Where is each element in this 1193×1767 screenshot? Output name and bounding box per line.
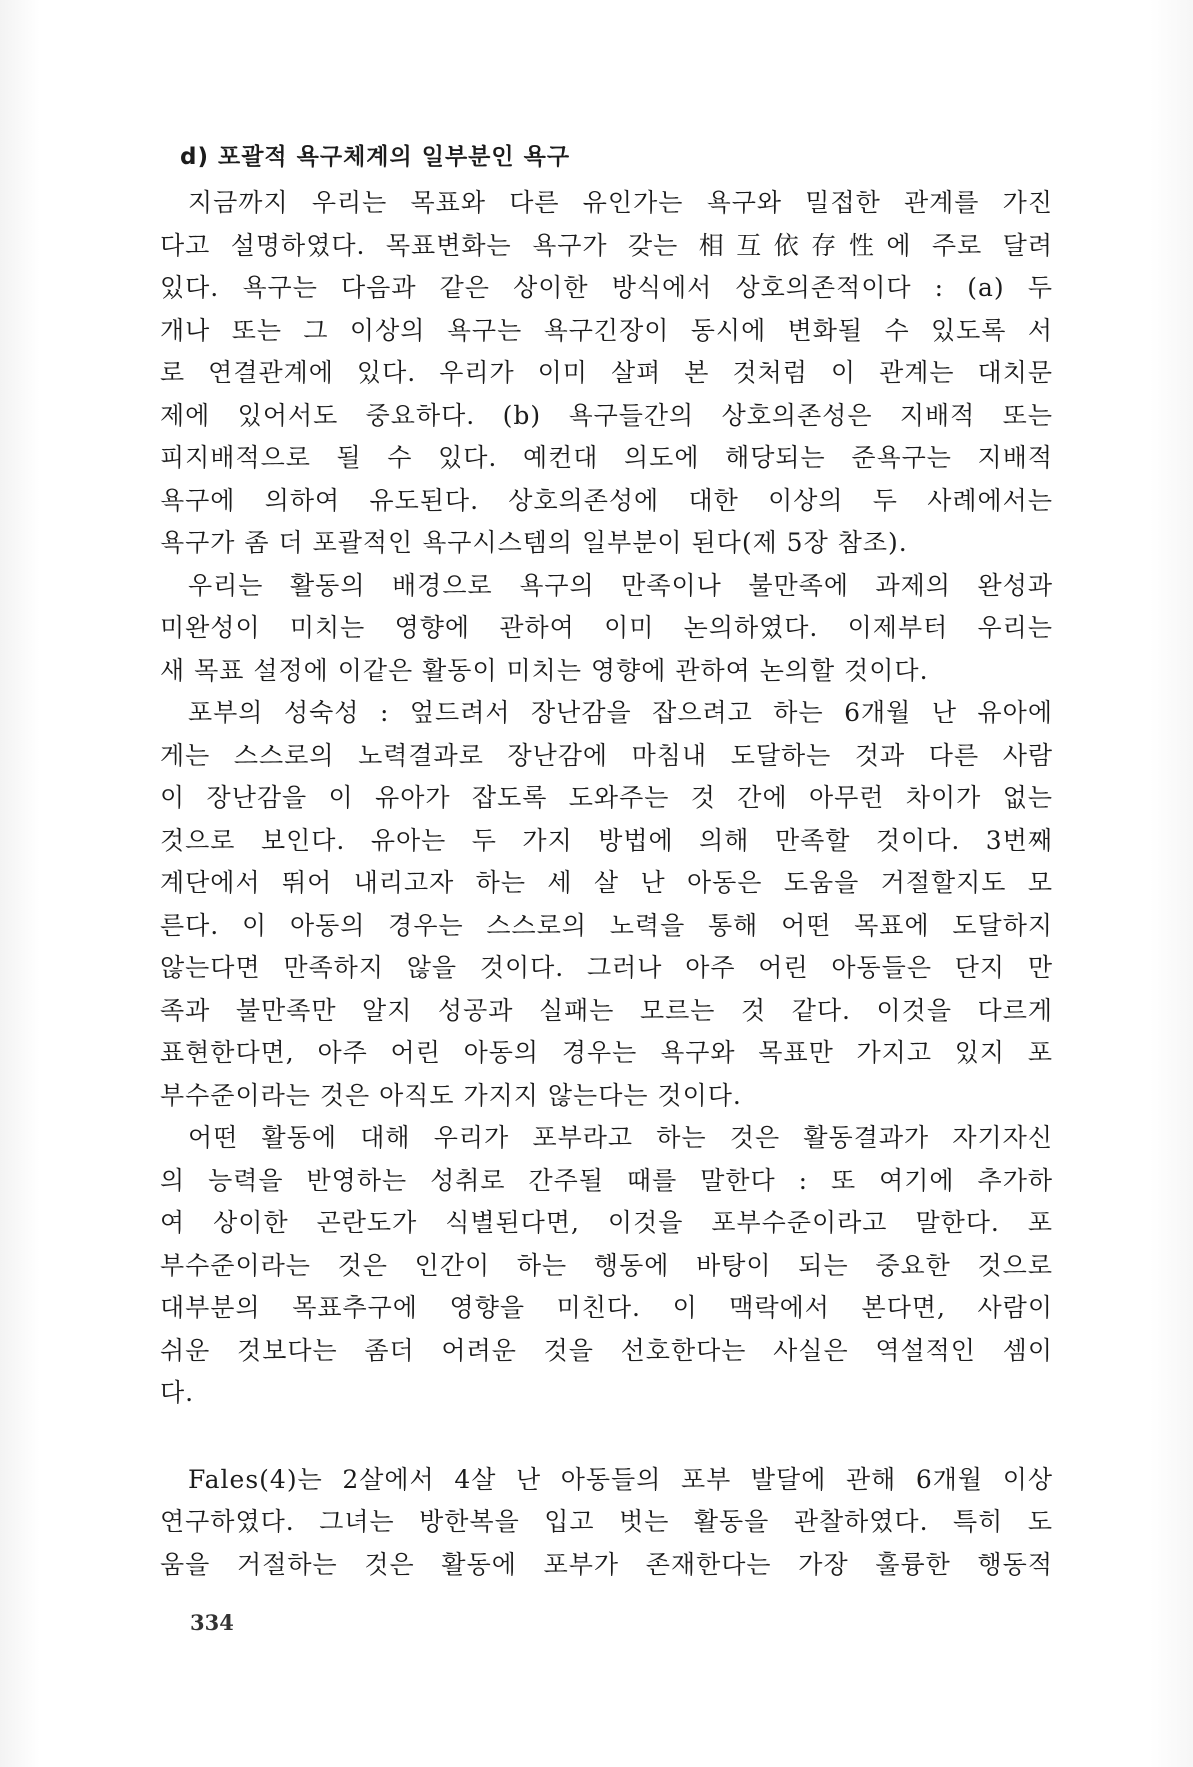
paragraph-4 [160, 1117, 1053, 1415]
text-line: 부수준이라는 것은 아직도 가지지 않는다는 것이다. [160, 1080, 742, 1110]
text-line: 여 상이한 곤란도가 식별된다면, 이것을 포부수준이라고 말한다. 포 [160, 1208, 1053, 1237]
text-line: 욕구가 좀 더 포괄적인 욕구시스템의 일부분이 된다(제 5장 참조). [160, 528, 908, 557]
text-line: 이 장난감을 이 유아가 잡도록 도와주는 것 간에 아무런 차이가 없는 [160, 783, 1053, 812]
text-line: 포부의 성숙성 : 엎드려서 장난감을 잡으려고 하는 6개월 난 유아에 [188, 698, 1053, 727]
text-line: 계단에서 뛰어 내리고자 하는 세 살 난 아동은 도움을 거절할지도 모 [160, 868, 1053, 897]
text-line: 욕구에 의하여 유도된다. 상호의존성에 대한 이상의 두 사례에서는 [160, 485, 1053, 515]
text-line: 않는다면 만족하지 않을 것이다. 그러나 아주 어린 아동들은 단지 만 [160, 953, 1053, 982]
text-line: 움을 거절하는 것은 활동에 포부가 존재한다는 가장 훌륭한 행동적 [160, 1549, 1053, 1579]
text-line: 미완성이 미치는 영향에 관하여 이미 논의하였다. 이제부터 우리는 [160, 613, 1053, 642]
text-line: 제에 있어서도 중요하다. (b) 욕구들간의 상호의존성은 지배적 또는 [160, 400, 1053, 430]
paragraph-5 [160, 1459, 1053, 1587]
text-line: 것으로 보인다. 유아는 두 가지 방법에 의해 만족할 것이다. 3번째 [160, 825, 1053, 855]
text-line: 게는 스스로의 노력결과로 장난감에 마침내 도달하는 것과 다른 사람 [160, 740, 1053, 770]
text-line: 로 연결관계에 있다. 우리가 이미 살펴 본 것처럼 이 관계는 대치문 [160, 358, 1053, 387]
text-line: 표현한다면, 아주 어린 아동의 경우는 욕구와 목표만 가지고 있지 포 [160, 1038, 1053, 1067]
paragraph-2 [160, 565, 1053, 693]
text-line: 있다. 욕구는 다음과 같은 상이한 방식에서 상호의존적이다 : (a) 두 [160, 273, 1053, 302]
document-body [160, 138, 1053, 1586]
paragraph-3 [160, 692, 1053, 1117]
text-line: 대부분의 목표추구에 영향을 미친다. 이 맥락에서 본다면, 사람이 [160, 1293, 1053, 1322]
text-line: 새 목표 설정에 이같은 활동이 미치는 영향에 관하여 논의할 것이다. [160, 655, 929, 685]
text-line: 쉬운 것보다는 좀더 어려운 것을 선호한다는 사실은 역설적인 셈이 [160, 1335, 1053, 1365]
page-number: 334 [190, 1610, 234, 1635]
text-line: 연구하였다. 그녀는 방한복을 입고 벗는 활동을 관찰하였다. 특히 도 [160, 1507, 1053, 1536]
text-line: 어떤 활동에 대해 우리가 포부라고 하는 것은 활동결과가 자기자신 [188, 1123, 1053, 1152]
text-line: 부수준이라는 것은 인간이 하는 행동에 바탕이 되는 중요한 것으로 [160, 1250, 1053, 1280]
text-line: 의 능력을 반영하는 성취로 간주될 때를 말한다 : 또 여기에 추가하 [160, 1165, 1053, 1195]
text-line: 개나 또는 그 이상의 욕구는 욕구긴장이 동시에 변화될 수 있도록 서 [160, 315, 1053, 345]
text-line: 족과 불만족만 알지 성공과 실패는 모르는 것 같다. 이것을 다르게 [160, 995, 1053, 1025]
paragraph-1 [160, 182, 1053, 565]
text-line: 다고 설명하였다. 목표변화는 욕구가 갖는 相互依存性에 주로 달려 [160, 230, 1053, 260]
paragraph-gap [160, 1415, 1053, 1459]
text-line: 우리는 활동의 배경으로 욕구의 만족이나 불만족에 과제의 완성과 [188, 570, 1053, 600]
text-line: 피지배적으로 될 수 있다. 예컨대 의도에 해당되는 준욕구는 지배적 [160, 443, 1053, 472]
text-line: 른다. 이 아동의 경우는 스스로의 노력을 통해 어떤 목표에 도달하지 [160, 910, 1053, 940]
text-line: Fales(4)는 2살에서 4살 난 아동들의 포부 발달에 관해 6개월 이상 [188, 1464, 1053, 1494]
text-line: 다. [160, 1378, 195, 1407]
text-line: 지금까지 우리는 목표와 다른 유인가는 욕구와 밀접한 관계를 가진 [188, 188, 1053, 217]
section-heading: d) 포괄적 욕구체계의 일부분인 욕구 [180, 144, 571, 170]
